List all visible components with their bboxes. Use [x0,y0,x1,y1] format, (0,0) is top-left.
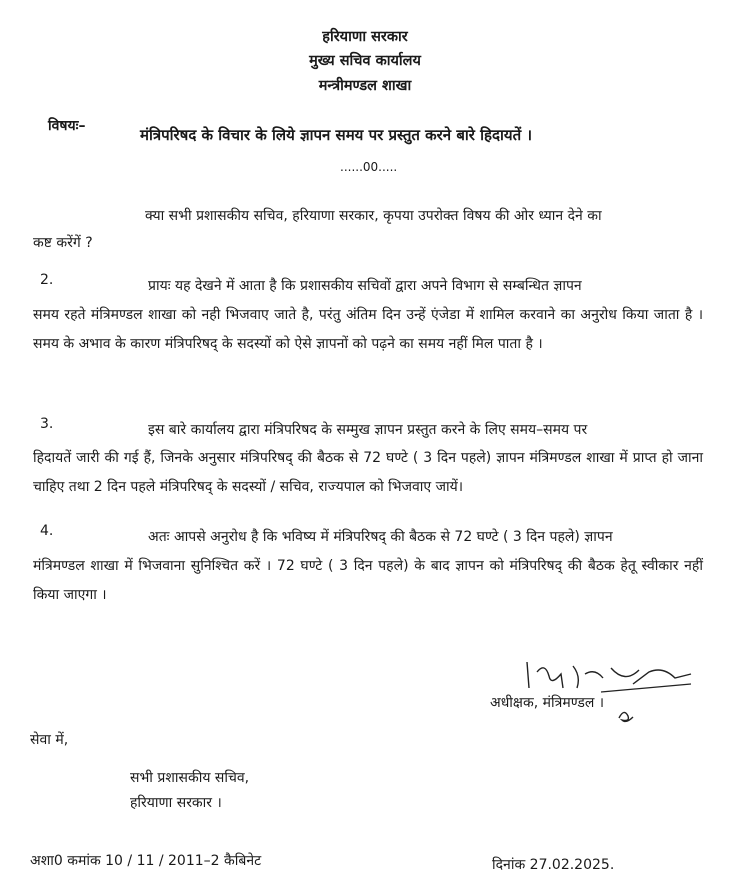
paragraph-4-line1: अतः आपसे अनुरोध है कि भविष्य में मंत्रिपरिषद् की बैठक से 72 घण्टे ( 3 दिन पहले) ज्ञापन [148,529,613,545]
subject-text: मंत्रिपरिषद के विचार के लिये ज्ञापन समय पर प्रस्तुत करने बारे हिदायतें । [140,126,533,144]
office-name: मुख्य सचिव कार्यालय [309,53,421,69]
letter-date: दिनांक 27.02.2025. [492,857,615,873]
govt-name: हरियाणा सरकार [322,29,408,45]
addressee-line2: हरियाणा सरकार । [130,795,222,811]
separator: ......00..... [340,160,398,174]
paragraph-3-rest: हिदायतें जारी की गई हैं, जिनके अनुसार मंत्रिपरिषद् की बैठक से 72 घण्टे ( 3 दिन पहले) ज्ञापन मंत्रिमण्डल शाखा में प्राप्त हो जाना चाहिए तथा 2 दिन पहले मंत्रिपरिषद् के सदस्यों / सचिव, राज्यपाल को भिजवाए जायें। [33,450,703,495]
paragraph-1-line1: क्या सभी प्रशासकीय सचिव, हरियाणा सरकार, कृपया उपरोक्त विषय की ओर ध्यान देने का [145,208,602,224]
branch-name: मन्त्रीमण्डल शाखा [318,78,412,94]
paragraph-4-rest: मंत्रिमण्डल शाखा में भिजवाना सुनिश्चित करें । 72 घण्टे ( 3 दिन पहले) के बाद ज्ञापन को मंत्रिपरिषद् की बैठक हेतू स्वीकार नहीं किया जाएगा । [33,558,703,603]
handwritten-signature [515,648,705,698]
paragraph-3-line1: इस बारे कार्यालय द्वारा मंत्रिपरिषद के सम्मुख ज्ञापन प्रस्तुत करने के लिए समय–समय पर [148,422,588,438]
reference-number: अशा0 कमांक 10 / 11 / 2011–2 कैबिनेट [30,853,262,869]
paragraph-3-number: 3. [40,416,54,432]
initial-mark [616,706,636,726]
paragraph-2-line1: प्रायः यह देखने में आता है कि प्रशासकीय सचिवों द्वारा अपने विभाग से सम्बन्धित ज्ञापन [148,278,582,294]
addressee-line1: सभी प्रशासकीय सचिव, [130,770,250,786]
paragraph-4-number: 4. [40,523,54,539]
subject-label: विषयः– [48,118,86,134]
paragraph-2-rest: समय रहते मंत्रिमण्डल शाखा को नही भिजवाए जाते है, परंतु अंतिम दिन उन्हें एंजेडा में शामिल करवाने का अनुरोध किया जाता है । समय के अभाव के कारण मंत्रिपरिषद् के सदस्यों को ऐसे ज्ञापनों को पढ़ने का समय नहीं मिल पाता है । [33,307,703,352]
signature-designation: अधीक्षक, मंत्रिमण्डल । [490,695,605,711]
salutation: सेवा में, [30,732,69,748]
paragraph-2-number: 2. [40,272,54,288]
paragraph-1-rest: कष्ट करेंगें ? [33,235,93,251]
